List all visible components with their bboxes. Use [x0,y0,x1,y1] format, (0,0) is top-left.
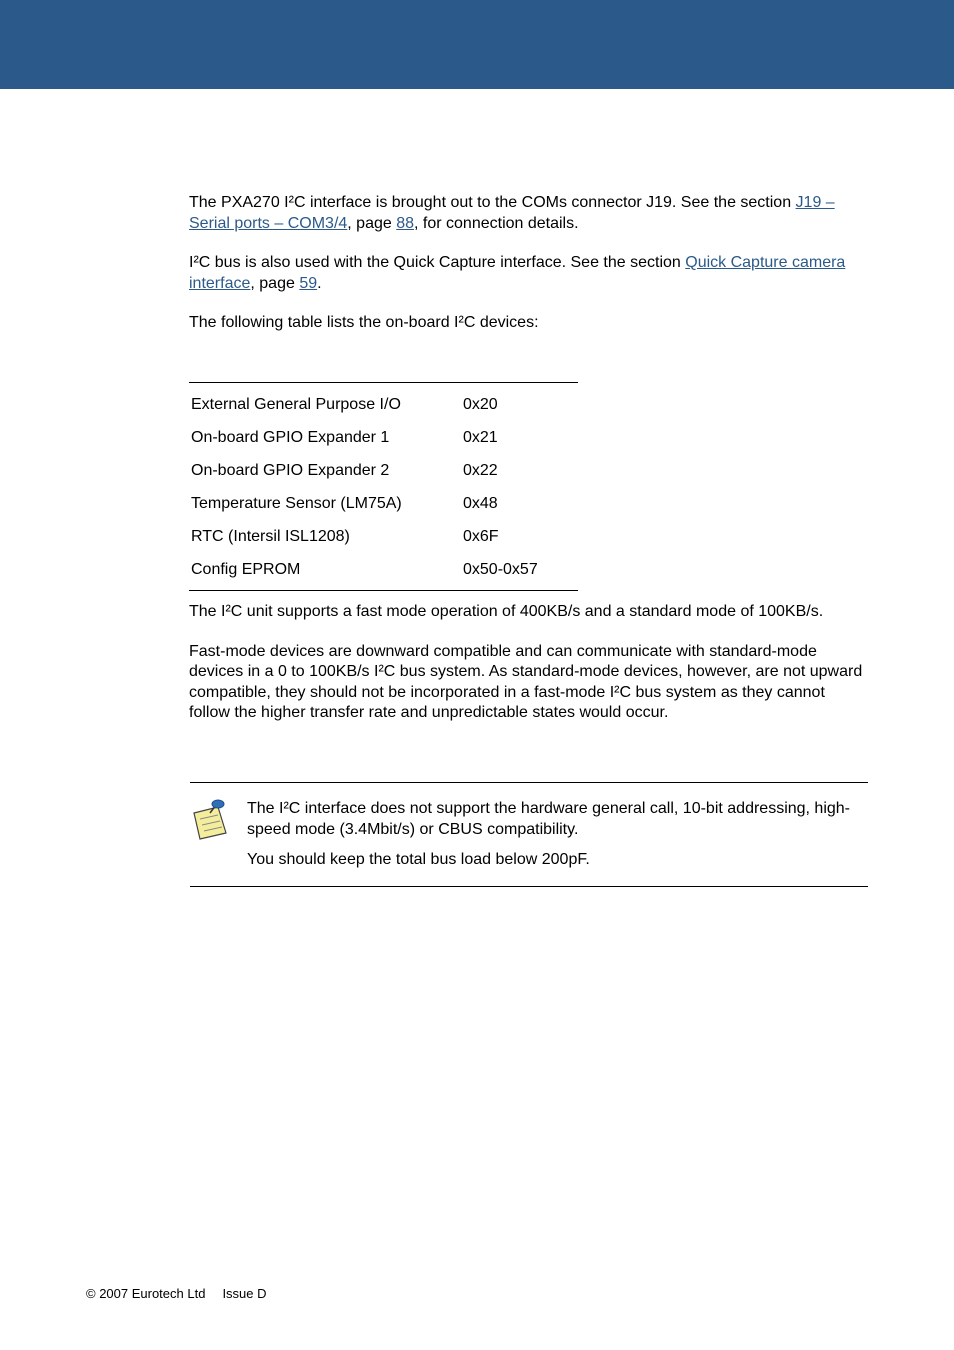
device-address: 0x20 [463,395,498,413]
i2c-device-table [189,382,578,591]
link-quick-capture[interactable]: Quick Capture camera interface [189,254,846,292]
link-page-88[interactable]: 88 [396,214,415,232]
device-address: 0x21 [463,428,498,446]
table-row [189,388,578,421]
device-address: 0x50-0x57 [463,560,538,578]
note-line-1: The I²C interface does not support the hardware general call, 10-bit addressing, high-speed mode (3.4Mbit/s) or CBUS compatibility. [247,800,851,838]
device-name: On-board GPIO Expander 1 [191,428,390,446]
body-text [189,193,869,353]
device-name: Config EPROM [191,560,301,578]
device-name: Temperature Sensor (LM75A) [191,494,402,512]
table-row [189,487,578,520]
header-band [0,0,954,89]
paragraph-compatibility: Fast-mode devices are downward compatible and can communicate with standard-mode devices in a 0 to 100KB/s I²C bus system. As standard-mode devices, however, are not upward compatible, they should not be incorporated in a fast-mode I²C bus system as they cannot follow the higher transfer rate and unpredictable states would occur. [189,642,863,721]
paragraph-fast-mode: The I²C unit supports a fast mode operation of 400KB/s and a standard mode of 100KB/s. [189,603,824,620]
footer-copyright: © 2007 Eurotech Ltd [86,1286,206,1301]
device-address: 0x48 [463,494,498,512]
table-row [189,454,578,487]
link-j19-serial-ports[interactable]: J19 – Serial ports – COM3/4 [189,194,835,232]
pinned-note-icon [190,799,230,841]
link-page-59[interactable]: 59 [299,274,318,292]
note-text [247,799,872,881]
paragraph-table-intro: The following table lists the on-board I²C devices: [189,314,539,331]
page-footer [86,1286,267,1301]
table-row [189,421,578,454]
device-address: 0x6F [463,527,499,545]
device-name: External General Purpose I/O [191,395,401,413]
device-name: RTC (Intersil ISL1208) [191,527,350,545]
footer-issue: Issue D [222,1286,267,1301]
paragraph-com-connector: The PXA270 I²C interface is brought out to the COMs connector J19. See the section J19 – Serial ports – COM3/4, page 88, for connection details. [189,194,835,232]
note-line-2: You should keep the total bus load below 200pF. [247,851,590,868]
device-name: On-board GPIO Expander 2 [191,461,390,479]
note-box [190,782,868,887]
body-text-continued [189,602,869,743]
device-address: 0x22 [463,461,498,479]
paragraph-quick-capture: I²C bus is also used with the Quick Capture interface. See the section Quick Capture camera interface, page 59. [189,254,846,292]
table-row [189,520,578,553]
table-row [189,553,578,586]
